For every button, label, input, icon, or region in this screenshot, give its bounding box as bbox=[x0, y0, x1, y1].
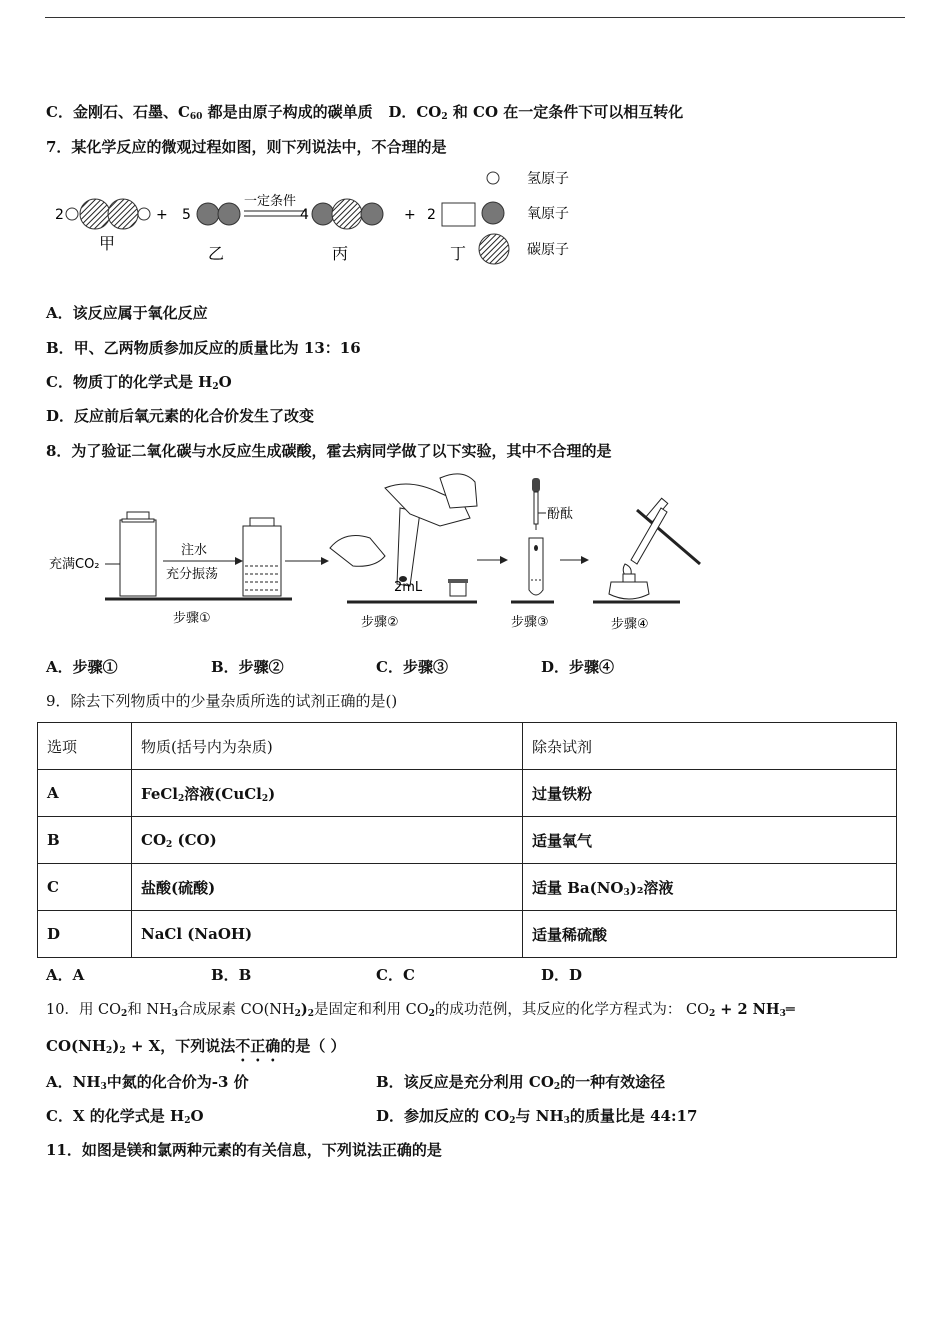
bottle-2 bbox=[243, 518, 281, 596]
label-ding: 丁 bbox=[450, 244, 467, 263]
indicator-label: 酚酞 bbox=[547, 507, 574, 522]
header-reagent: 除杂试剂 bbox=[523, 723, 897, 770]
label-jia: 甲 bbox=[99, 234, 116, 253]
legend-c-icon bbox=[479, 234, 509, 264]
q6-option-d: D．$CO_2$ 和 CO 在一定条件下可以相互转化 bbox=[388, 103, 684, 122]
molecule-bing bbox=[312, 199, 383, 229]
q7-reaction-diagram bbox=[50, 165, 590, 270]
row-reagent: 适量稀硫酸 bbox=[523, 911, 897, 958]
row-option: B bbox=[38, 817, 132, 864]
legend-h-icon bbox=[487, 172, 499, 184]
row-reagent: 适量 $Ba(NO_3)_2$溶液 bbox=[523, 864, 897, 911]
step4-label: 步骤④ bbox=[611, 617, 649, 632]
emphasis-not-correct: 不正确 bbox=[235, 1037, 281, 1055]
step1-label: 步骤① bbox=[173, 611, 211, 626]
hand-pouring bbox=[330, 474, 477, 586]
q8-option-b: B．步骤② bbox=[211, 658, 284, 676]
coef-ding: 2 bbox=[427, 207, 436, 223]
q7-stem: 7．某化学反应的微观过程如图，则下列说法中，不合理的是 bbox=[46, 138, 447, 156]
legend-h: 氢原子 bbox=[527, 171, 569, 187]
label-bing: 丙 bbox=[332, 244, 349, 263]
volume-label: 2mL bbox=[394, 580, 423, 595]
q10-stem-line2: $CO(NH_2)_2 + X$，下列说法不正确的是（ ） bbox=[46, 1037, 346, 1056]
coef-bing: 4 bbox=[300, 207, 309, 223]
q7-option-c: C．物质丁的化学式是 $H_2O$ bbox=[46, 373, 232, 392]
coef-yi: 5 bbox=[182, 207, 191, 223]
test-tube-3 bbox=[529, 538, 543, 595]
row-substance: 盐酸(硫酸) bbox=[132, 864, 523, 911]
q8-stem: 8．为了验证二氧化碳与水反应生成碳酸，霍去病同学做了以下实验，其中不合理的是 bbox=[46, 442, 612, 460]
table-header-row bbox=[38, 723, 897, 770]
q8-option-d: D．步骤④ bbox=[541, 658, 615, 676]
heating-setup bbox=[609, 498, 700, 599]
row-reagent: 过量铁粉 bbox=[523, 770, 897, 817]
label-yi: 乙 bbox=[208, 244, 225, 263]
legend-c: 碳原子 bbox=[527, 242, 569, 258]
q10-option-a: A．$NH_3$中氮的化合价为-3 价 bbox=[46, 1073, 249, 1092]
q7-option-d: D．反应前后氧元素的化合价发生了改变 bbox=[46, 407, 315, 425]
q9-stem: 9．除去下列物质中的少量杂质所选的试剂正确的是() bbox=[46, 692, 398, 710]
inject-label: 注水 bbox=[181, 543, 208, 558]
q8-experiment-diagram bbox=[45, 468, 710, 638]
step3-label: 步骤③ bbox=[511, 615, 549, 630]
table-row bbox=[38, 770, 897, 817]
bottle-1 bbox=[120, 512, 156, 596]
row-substance: FeCl$_2$溶液(CuCl$_2$) bbox=[132, 770, 523, 817]
legend-o: 氧原子 bbox=[527, 206, 569, 222]
q8-option-c: C．步骤③ bbox=[376, 658, 448, 676]
plus-1: + bbox=[156, 207, 168, 223]
row-option: A bbox=[38, 770, 132, 817]
row-substance: NaCl (NaOH) bbox=[132, 911, 523, 958]
header-substance: 物质(括号内为杂质) bbox=[132, 723, 523, 770]
q9-option-c: C．C bbox=[376, 966, 415, 984]
table-row bbox=[38, 864, 897, 911]
coef-jia: 2 bbox=[55, 207, 64, 223]
q11-stem: 11．如图是镁和氯两种元素的有关信息，下列说法正确的是 bbox=[46, 1141, 442, 1159]
fill-co2-label: 充满CO₂ bbox=[49, 557, 100, 572]
q10-option-c: C．X 的化学式是 $H_2O$ bbox=[46, 1107, 204, 1126]
condition: 一定条件 bbox=[244, 194, 297, 209]
q10-stem-line1: 10．用 $CO_2$和 $NH_3$合成尿素 $CO(NH_2)_2$是固定和利用 $CO_2$的成功范例，其反应的化学方程式为： $CO_2 + 2$ $NH_3═$ bbox=[46, 1001, 795, 1019]
q6-options bbox=[46, 102, 683, 127]
q7-option-a: A．该反应属于氧化反应 bbox=[46, 304, 208, 322]
q9-table bbox=[37, 722, 897, 958]
step2-label: 步骤② bbox=[361, 615, 399, 630]
legend-o-icon bbox=[482, 202, 504, 224]
row-option: C bbox=[38, 864, 132, 911]
molecule-jia bbox=[66, 199, 150, 229]
q9-option-a: A．A bbox=[46, 966, 85, 984]
shake-label: 充分振荡 bbox=[166, 567, 219, 582]
dropper bbox=[532, 478, 540, 530]
table-row bbox=[38, 817, 897, 864]
header-rule bbox=[45, 17, 905, 18]
row-substance: $CO_2$ (CO) bbox=[132, 817, 523, 864]
q6-option-c: C．金刚石、石墨、$C_{60}$ 都是由原子构成的碳单质 bbox=[46, 103, 373, 122]
molecule-ding-box bbox=[442, 203, 475, 226]
row-option: D bbox=[38, 911, 132, 958]
q7-option-b: B．甲、乙两物质参加反应的质量比为 13：16 bbox=[46, 339, 361, 357]
plus-2: + bbox=[404, 207, 416, 223]
molecule-yi bbox=[197, 203, 240, 225]
bottle-cap bbox=[448, 579, 468, 596]
q9-option-d: D．D bbox=[541, 966, 583, 984]
q10-option-b: B．该反应是充分利用 $CO_2$的一种有效途径 bbox=[376, 1073, 666, 1092]
q9-option-b: B．B bbox=[211, 966, 252, 984]
header-option: 选项 bbox=[38, 723, 132, 770]
row-reagent: 适量氧气 bbox=[523, 817, 897, 864]
table-row bbox=[38, 911, 897, 958]
q10-option-d: D．参加反应的 $CO_2$与 $NH_3$的质量比是 44:17 bbox=[376, 1107, 698, 1126]
q8-option-a: A．步骤① bbox=[46, 658, 118, 676]
